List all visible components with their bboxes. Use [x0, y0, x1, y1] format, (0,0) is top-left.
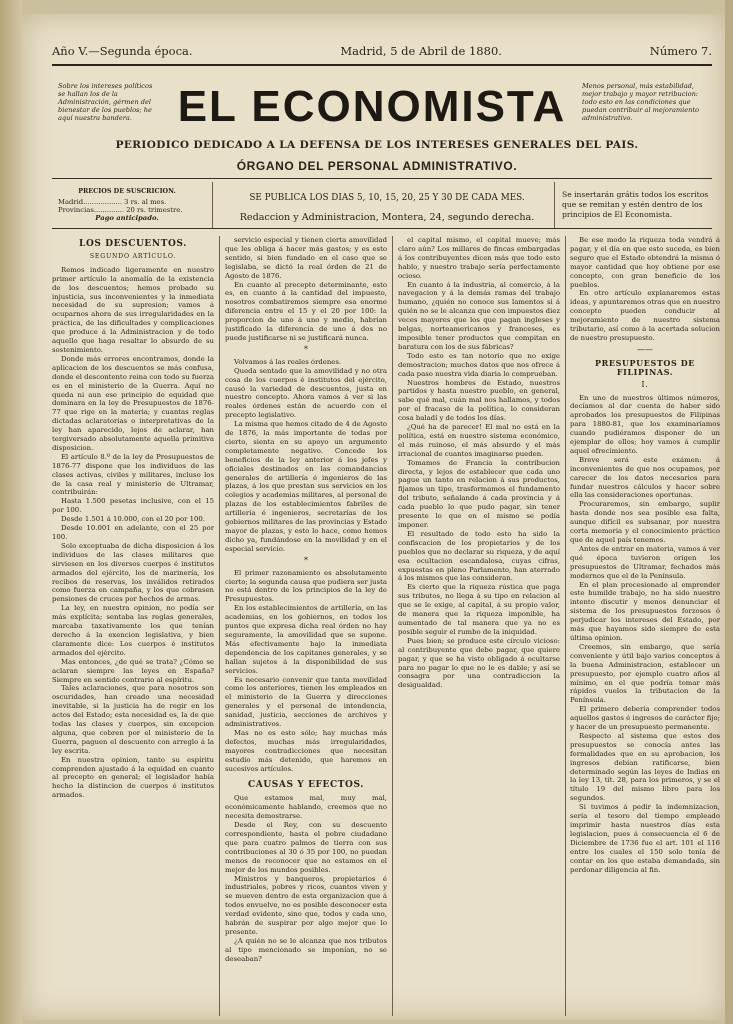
- paragraph: En el plan procesionado al emprender este humilde trabajo, no ha sido nuestro intento discutir y menos denunciar el sistema de los presupuestos forzosos ó perjudicar los intereses del Estado, por más que hayamos sido siempre de esta última opinion.: [570, 580, 720, 642]
- paragraph: Pues bien; se produce este círculo vicioso: al contribuyente que debe pagar, que quiere pagar, y que se ha visto obligado á ocultarse para no pagar lo que no le es dable; y así se consagra por una contradiccion la desigualdad.: [398, 636, 560, 690]
- organ-line: ÓRGANO DEL PERSONAL ADMINISTRATIVO.: [236, 159, 518, 173]
- column-2: [225, 236, 387, 1016]
- paragraph: Volvamos á las reales órdenes.: [234, 357, 342, 366]
- paragraph: En uno de nuestros últimos números, decíamos al dar cuenta de haber sido aprobados los presupuestos de Filipinas para 1880-81, que los examinaríamos cuando pudiéramos disponer de un ejemplar de ellos; hoy vamos á cumplir aquel ofrecimiento.: [570, 393, 720, 455]
- paragraph: Ministros y banqueros, propietarios é industriales, pobres y ricos, cuantos viven y se mueven dentro de esta organizacion que á todos envuelve, no es posible desconocer esta verdad evidente, sino que, todos y cada uno, habrán de suspirar por algo mejor que lo presente.: [225, 874, 387, 936]
- publication-days: SE PUBLICA LOS DIAS 5, 10, 15, 20, 25 Y 30 DE CADA MES.: [249, 193, 525, 203]
- paragraph: Breve será este exámen: á inconvenientes de que nos ocupamos, por carecer de los datos necesarios para fundar nuestros cálculos y hacer sobre ella las consideraciones oportunas.: [570, 455, 720, 500]
- paragraph: El resultado de todo esto ha sido la confiscacion de los propietarios y de los pueblos que no declarar su riqueza, y de aquí esa ocultacion escandalosa, cuyas cifras, expuestas en pleno Parlamento, han aterrado á los mismos que las consideran.: [398, 529, 560, 583]
- masthead-left-note: Sobre los intereses políticos se hallan los de la Administración, gérmen del bienestar de los pueblos; he aquí nuestra bandera.: [58, 82, 153, 122]
- paragraph: Respecto al sistema que estos dos presupuestos se conocía antes las formalidades que en su aprobacion, los ingresos debían ratificarse, bien determinado según las leyes de Indias en la ley 13, tít. 28, para los primeros, y se el título 19 del mismo libro para los segundos.: [570, 731, 720, 803]
- subscription-madrid: Madrid.................. 3 rs. al mes.: [58, 198, 167, 206]
- paragraph: Si tuvimos á pedir la indemnizacion, sería el tesoro del tiempo empleado imprimir hasta nuestros días esta legislacion, pues á consecuencia el 6 de Diciembre de 1736 fue el art. 101 el 116 entre los cuales el 150 solo tenía de contar en los que estaba demandada, sin perdonar diligencia al fin.: [570, 803, 720, 874]
- paragraph: Todo esto es tan notorio que no exige demostracion; muchos datos que nos ofrece á cada paso nuestra vida diaria lo comprueban.: [398, 351, 560, 378]
- paragraph: Nuestros hombres de Estado, nuestros partidos y hasta nuestro pueblo, en general, sabe qué mal, cuán mal nos hallamos, y todos por el fracaso de la política, lo consideran cosa baladí y de todos los días.: [398, 378, 560, 423]
- masthead-rule: [52, 178, 712, 179]
- column-separator-1: [219, 236, 220, 1016]
- section-ornament: *: [304, 555, 308, 565]
- section-ornament: *: [304, 344, 308, 354]
- paragraph: La ley, en nuestra opinion, no podía ser más explícita; sentaba las reglas generales, marcaba taxativamente los que tenían derecho á la exencion legislativa, y bien claramente dice: Los cuerpos é institutos armados del ejército.: [52, 604, 214, 657]
- column-3: [398, 236, 560, 1016]
- paragraph: Procuraremos, sin embargo, suplir hasta donde nos sea posible esa falta, aunque difícil es subsanar, por nuestra corta memoria y el conocimiento práctico que de aquel país tenemos.: [570, 500, 720, 544]
- paragraph: Creemos, sin embargo, que sería conveniente y útil bajo varios conceptos á la buena Administracion, establecer un presupuesto, por ejemplo cuatro años al mínimo, en el que podría tomar más rápidos vuelos la tributacion de la Península.: [570, 642, 720, 705]
- paragraph: Desde 1.501 á 10.000, con el 20 por 100.: [61, 515, 205, 524]
- box-separator-2: [554, 182, 555, 228]
- column-1: [52, 236, 214, 1016]
- page-edge: [0, 0, 22, 1024]
- paragraph: Donde más errores encontramos, donde la aplicacion de los descuentos se más confusa, donde el descontento reina con todo su fuerza es en el ministerio de la Guerra. Aquí no queda ni aun ese principio de equidad que dominara en la ley de Presupuestos de 1876-77 que rige en la materia; y cuantas reglas dictadas aclaratorias o interpretativas de la ley han aparecido, lejos de aclarar, han tergiversado absolutamente aquella primitiva disposicion.: [52, 354, 214, 452]
- header-line: [52, 44, 712, 58]
- paragraph: el capital mismo, el capital mueve; más claro aún? Los millares de fincas embargadas á los contribuyentes dicen más que todo esto hablo, y nuestro trabajo sería perfectamente ocioso.: [398, 236, 560, 280]
- box-separator-1: [212, 182, 213, 228]
- paragraph: Es necesario convenir que tanta movilidad como los anteriores, tienen los empleados en el ministerio de la Guerra y direcciones generales y el personal de intendencia, sanidad, justicia, secciones de archivos y administrativos.: [225, 675, 387, 729]
- paragraph: En nuestra opinion, tanto su espíritu comprenden ajustado á la equidad en cuanto al precepto en general; el legislador había hecho la distincion de cuerpos é institutos armados.: [52, 755, 214, 800]
- paragraph: La misma que hemos citado de 4 de Agosto de 1876, la más importante de todas por cierto, sienta en su apoyo un argumento completamente negativo. Concede los beneficios de la ley anterior á los jefes y oficiales destinados en las comandancias generales de artillería é ingenieros de las plazas, á los que prestan sus servicios en los colegios y academias militares, al personal de plazas de los establecimientos fabriles de artillería é ingenieros, secretarías de los gobiernos militares de las provincias y Estado mayor de plazas, y esto lo hace, como hemos dicho ya, fundándose en la movilidad y en el especial servicio.: [225, 420, 387, 553]
- article-heading-causas: CAUSAS Y EFECTOS.: [248, 780, 364, 791]
- paragraph: Remos indicado ligeramente en nuestro primer artículo la anomalía de la existencia de los descuentos; hemos probado su injusticia, sus inconvenientes y la inmediata necesidad de su supresion; vamos á ocuparnos ahora de sus irregularidades en la práctica, de las dificultades y complicaciones que produce á la Administracion y de todo aquello que haga resaltar lo absurdo de su sostenimiento.: [52, 265, 214, 354]
- insertion-notice: Se insertarán grátis todos los escritos que se remitan y estén dentro de los principios de El Economista.: [562, 190, 709, 219]
- article-heading-descuentos: LOS DESCUENTOS.: [79, 239, 187, 249]
- paragraph: ¿Qué ha de parecer! El mal no está en la política, está en nuestro sistema económico, el más ruinoso, el más absurdo y el más irracional de cuantos imaginarse pueden.: [398, 423, 560, 458]
- paragraph: Que estamos mal, muy mal, económicamente hablando, creemos que no necesita demostrarse.: [225, 794, 387, 821]
- paragraph: Tales aclaraciones, que para nosotros son oscuridades, han creado una necesidad inevitable, si la justicia ha de regir en los actos del Estado; esta necesidad es, la de que todas las clases y cuerpos, sin excepcion alguna, que cobren por el ministerio de la Guerra, paguen el descuento con arreglo á la ley escrita.: [52, 684, 214, 755]
- page-edge-right: [725, 0, 733, 1024]
- column-4: [570, 236, 720, 1016]
- paragraph: Antes de entrar en materia, vamos á ver qué época tuvieron origen los presupuestos de Ultramar, fechados más modernos que el de la Península.: [570, 544, 720, 580]
- paragraph: En los establecimientos de artillería, en las academias, en los gobiernos, en todos los puntos que expresa dicha real órden no hay seguramente, la amovilidad que se supone. Más efectivamente bajo la inmediata dependencia de los capitanes generales, y se hallan sujetos á la disponibilidad de sus servicios.: [225, 604, 387, 675]
- newspaper-subtitle: PERIODICO DEDICADO A LA DEFENSA DE LOS INTERESES GENERALES DEL PAIS.: [115, 139, 639, 151]
- column-separator-3: [565, 236, 566, 1016]
- paragraph: servicio especial y tienen cierta amovilidad que les obliga á hacer más gastos; y es esto sentido, si bien fundado en el caso que se legislaba, se dictó la real órden de 21 de Agosto de 1876.: [225, 236, 387, 280]
- paragraph: Desde 10.001 en adelante, con el 25 por 100.: [52, 524, 214, 541]
- article-roman-numeral: I.: [641, 379, 649, 389]
- publication-info: [222, 188, 552, 228]
- paragraph: El primer razonamiento es absolutamente cierto; la segunda causa que pudiera ser justa no está dentro de los principios de la ley de Presupuestos.: [225, 568, 387, 604]
- paragraph: Mas entonces, ¿de qué se trata? ¿Cómo se aclaran siempre las leyes en España? Siempre en sentido contrario al espíritu.: [52, 657, 214, 684]
- column-separator-2: [392, 236, 393, 1016]
- paragraph: En cuanto á la industria, al comercio, á la navegacion y á la demás ramas del trabajo humano, ¿quién no conoce sus lamentos si á quién no se le alcanza que con impuestos diez veces mayores que los que pagan ingleses y belgas, norteamericanos y franceses, es imposible tener productos que compitan en baratura con los de sus fábricas?: [398, 280, 560, 351]
- year-label: Año V.—Segunda época.: [52, 44, 193, 58]
- subscription-provinces: Provincias.............. 20 rs. trimestre.: [58, 206, 183, 214]
- paragraph: Queda sentado que la amovilidad y no otra cosa de los cuerpos é institutos del ejército, causó la variedad de descuentos, justa en nuestro concepto. Ahora vamos á ver si las reales órdenes están de acuerdo con el precepto legislativo.: [225, 366, 387, 420]
- subscription-box: [52, 184, 202, 226]
- publication-address: Redaccion y Administracion, Montera, 24, segundo derecha.: [239, 212, 535, 223]
- newspaper-title: EL ECONOMISTA: [177, 82, 567, 131]
- paragraph: Desde el Rey, con su descuento correspondiente, hasta el pobre ciudadano que para cuatro palmos de tierra con sus contribuciones al 30 ó 35 por 100, no puedan menos de reconocer que no estamos en el mejor de los mundos posibles.: [225, 821, 387, 874]
- paragraph: Mas no es esto sólo; hay muchas más defectos, muchas más irregularidades, mayores contradicciones que necesitan estudio más detenido, que haremos en sucesivos artículos.: [225, 728, 387, 773]
- paragraph: Solo exceptuaba de dicha disposicion á los individuos de las clases militares que sirviesen en los diversos cuerpos é institutos armados del ejército, los de marinería, los recibos de reservas, los inválidos retirados como fuerza en campaña, y los que cobrasen pensiones de cruces por hechos de armas.: [52, 541, 214, 604]
- issue-number: Número 7.: [649, 44, 712, 58]
- subscription-note: Pago anticipado.: [95, 214, 159, 222]
- article-subheading: SEGUNDO ARTÍCULO.: [89, 252, 177, 260]
- article-heading-filipinas: PRESUPUESTOS DE FILIPINAS.: [595, 357, 695, 377]
- paragraph: Hasta 1.500 pesetas inclusive, con el 15 por 100.: [52, 497, 214, 515]
- paragraph: ¿A quién no se le alcanza que nos tributos al tipo mencionado se imponían, no se deseaban?: [225, 936, 387, 963]
- header-rule: [52, 64, 712, 66]
- paragraph: El artículo 8.º de la ley de Presupuestos de 1876-77 dispone que los individuos de las clases activas, civiles y militares, incluso los de la casa real y ministerio de Ultramar, contribuirán:: [52, 452, 214, 497]
- paragraph: Es cierto que la riqueza rústica que paga sus tributos, no llega á su tipo en relacion al que se le exige, al capital, á su propio valor, de manera que la riqueza imponible, ha aumentado de tal manera que ya no es posible seguir el rumbo de la iniquidad.: [398, 583, 560, 636]
- paragraph: El primero debería comprender todos aquellos gastos é ingresos de carácter fijo; y hacer de un presupuesto permanente.: [570, 705, 720, 732]
- subscription-heading: PRECIOS DE SUSCRICION.: [78, 187, 176, 195]
- paragraph: En otro artículo explanaremos estas ideas, y apuntaremos otras que en nuestro concepto pueden conducir al mejoramiento de nuestro sistema tributario, así como á la acertada solucion de nuestro presupuesto.: [570, 289, 720, 342]
- paragraph: Be ese modo la riqueza toda vendrá á pagar, y el día en que esto suceda, es bien seguro que el Estado obtendrá la misma ó mayor cantidad que hoy obtiene por ese concepto, con gran beneficio de los pueblos.: [570, 236, 720, 289]
- dateline: Madrid, 5 de Abril de 1880.: [340, 44, 502, 58]
- masthead-right-note: Menos personal, más estabilidad, mejor trabajo y mayor retribucion: todo esto en las condiciones que puedan contribuir al mejoramiento administrativo.: [582, 82, 700, 122]
- section-ornament: ——: [637, 344, 653, 354]
- info-rule: [52, 228, 712, 229]
- newspaper-page: [22, 14, 725, 1020]
- paragraph: Tomamos de Francia la contribucion directa, y lejos de establecer que cada uno pague un tanto en relacion á sus productos, fijamos un tipo, trasformamos el fundamento del tributo, señalando á cada provincia y á cada pueblo lo que pudo pagar, sin tener presente lo que en el mismo se podía imponer.: [398, 458, 560, 529]
- paragraph: En cuanto al precepto determinante, esto es, en cuanto á la cantidad del impuesto, nosotros combatiremos siempre esa enorme diferencia entre el 15 y el 20 por 100: la proporcion de uno á uno y medio, habrían justificado la diferencia de uno á dos no puede justificarse ni se justificará nunca.: [225, 280, 387, 342]
